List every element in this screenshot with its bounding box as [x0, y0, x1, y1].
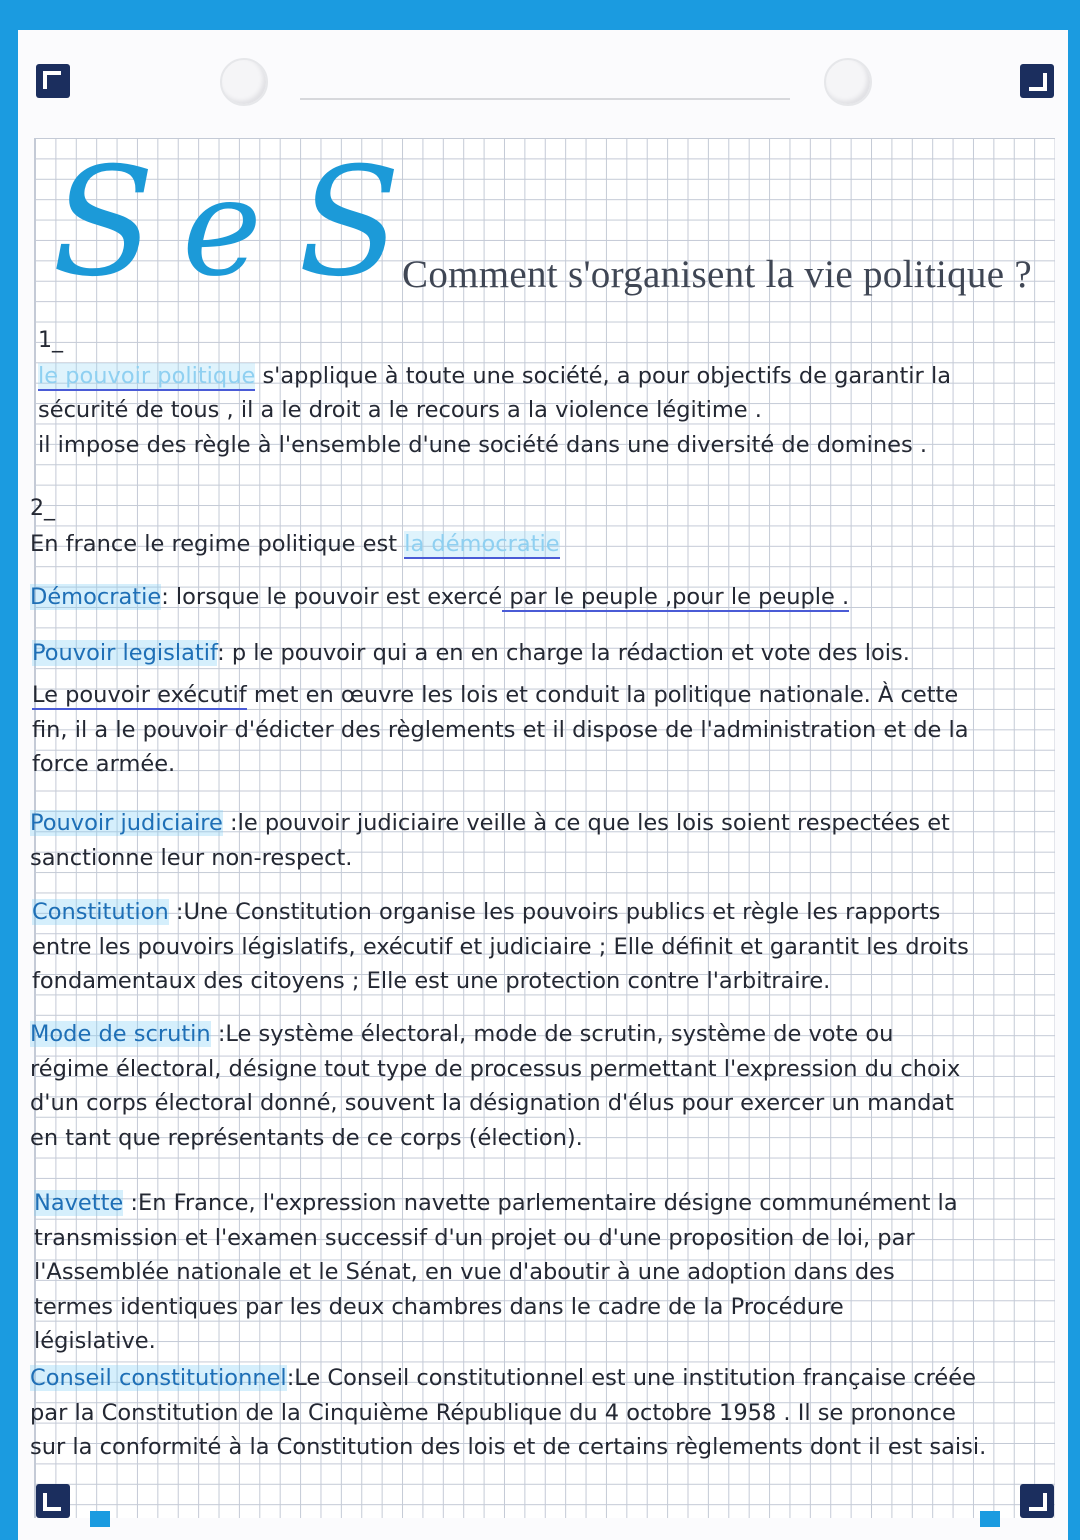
definition-constitution: Constitution :Une Constitution organise les pouvoirs publics et règle les rapports entre les pouvoirs législatifs, exécutif et judiciaire ; Elle définit et garantit les droits fondamentaux des citoyens ; Elle est une protection contre l'arbitraire. [32, 899, 969, 994]
definition-judiciaire: Pouvoir judiciaire :le pouvoir judiciaire veille à ce que les lois soient respectées et sanctionne leur non-respect. [30, 810, 950, 871]
section-number: 2_ [30, 496, 55, 521]
term-conseil-constitutionnel: Conseil constitutionnel [30, 1365, 287, 1391]
section-1: 1_ le pouvoir politique s'applique à toute une société, a pour objectifs de garantir la sécurité de tous , il a le droit a le recours a la violence légitime . il impose des règle à l'ensemble d'une société dans une diversité de domines . [38, 324, 1018, 462]
definition-executif: Le pouvoir exécutif met en œuvre les lois et conduit la politique nationale. À cette fin, il a le pouvoir d'édicter des règlements et il dispose de l'administration et de la force armée. [32, 682, 969, 777]
term-legislatif: Pouvoir legislatif [32, 640, 218, 666]
section-2: 2_ En france le regime politique est la démocratie [30, 492, 1010, 561]
answer-democratie: la démocratie [404, 530, 560, 557]
definition-navette: Navette :En France, l'expression navette parlementaire désigne communément la transmission et l'examen successif d'un projet ou d'une proposition de loi, par l'Assemblée nationale et le Sénat, en vue d'aboutir à une adoption dans des termes identiques par les deux chambres dans le cadre de la Procédure législative. [34, 1190, 958, 1354]
bottom-tab-left [90, 1511, 110, 1527]
bottom-tab-right [980, 1511, 1000, 1527]
term-pouvoir-politique: le pouvoir politique [38, 362, 256, 389]
binder-ring-left-icon [220, 58, 268, 106]
corner-bottom-right-icon [1020, 1484, 1054, 1518]
term-executif: Le pouvoir exécutif [32, 682, 247, 708]
term-mode-de-scrutin: Mode de scrutin [30, 1021, 211, 1047]
header-line [300, 98, 790, 100]
term-democratie: Démocratie [30, 584, 162, 610]
term-judiciaire: Pouvoir judiciaire [30, 810, 223, 836]
corner-top-left-icon [36, 64, 70, 98]
corner-top-right-icon [1020, 64, 1054, 98]
section-number: 1_ [38, 328, 63, 353]
definition-scrutin: Mode de scrutin :Le système électoral, mode de scrutin, système de vote ou régime électoral, désigne tout type de processus permettant l'expression du choix d'un corps électoral donné, souvent la désignation d'élus pour exercer un mandat en tant que représentants de ce corps (élection). [30, 1021, 961, 1151]
page-title: Comment s'organisent la vie politique ? [402, 253, 1032, 296]
corner-bottom-left-icon [36, 1484, 70, 1518]
term-constitution: Constitution [32, 899, 169, 925]
definition-legislatif: Pouvoir legislatif: p le pouvoir qui a en en charge la rédaction et vote des lois. [32, 640, 910, 666]
definition-conseil-constitutionnel: Conseil constitutionnel:Le Conseil constitutionnel est une institution française créée par la Constitution de la Cinquième République du 4 octobre 1958 . Il se prononce sur la conformité à la Constitution des lois et de certains règlements dont il est saisi. [30, 1365, 987, 1460]
binder-ring-right-icon [824, 58, 872, 106]
term-navette: Navette [34, 1190, 124, 1216]
definition-democratie: Démocratie: lorsque le pouvoir est exercé par le peuple ,pour le peuple . [30, 584, 850, 610]
